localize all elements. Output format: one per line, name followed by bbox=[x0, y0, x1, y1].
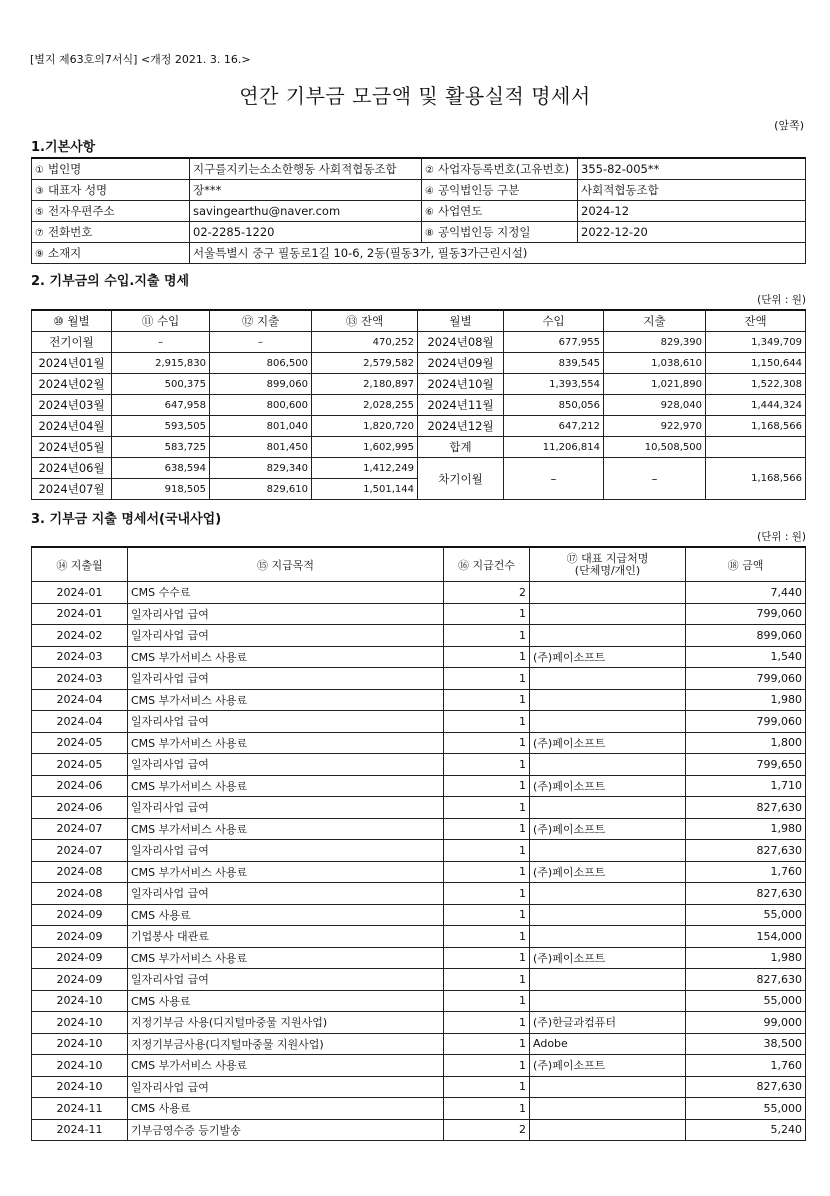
carry-label: 차기이월 bbox=[418, 458, 504, 500]
month-cell: 2024-01 bbox=[32, 603, 128, 625]
payee-cell bbox=[530, 1098, 686, 1120]
count-cell: 1 bbox=[444, 797, 530, 819]
basic-label-cell bbox=[32, 158, 190, 180]
expenditure-row bbox=[32, 646, 806, 668]
header-line: ⑰ 대표 지급처명 bbox=[566, 551, 649, 565]
balance-cell: 2,579,582 bbox=[312, 353, 418, 374]
expenditure-row bbox=[32, 969, 806, 991]
balance-cell: 1,349,709 bbox=[706, 332, 806, 353]
basic-value-cell: 355-82-005** bbox=[578, 158, 806, 180]
basic-label-cell bbox=[422, 222, 578, 243]
income-cell: 593,505 bbox=[112, 416, 210, 437]
payee-cell bbox=[530, 689, 686, 711]
column-header: 지출 bbox=[604, 310, 706, 332]
month-cell: 2024-03 bbox=[32, 646, 128, 668]
balance-cell: 1,820,720 bbox=[312, 416, 418, 437]
circled-number: ① bbox=[35, 165, 44, 176]
balance-cell: 1,522,308 bbox=[706, 374, 806, 395]
balance-cell: 470,252 bbox=[312, 332, 418, 353]
basic-value-cell: 2022-12-20 bbox=[578, 222, 806, 243]
income-cell: 638,594 bbox=[112, 458, 210, 479]
payee-cell bbox=[530, 926, 686, 948]
purpose-cell: 일자리사업 급여 bbox=[128, 711, 444, 733]
column-header: ⑯ 지급건수 bbox=[444, 547, 530, 582]
payee-cell bbox=[530, 668, 686, 690]
field-label: 법인명 bbox=[47, 162, 82, 176]
month-cell: 2024-08 bbox=[32, 861, 128, 883]
circled-number: ② bbox=[425, 165, 434, 176]
purpose-cell: 일자리사업 급여 bbox=[128, 797, 444, 819]
month-cell: 2024-10 bbox=[32, 990, 128, 1012]
amount-cell: 1,980 bbox=[686, 947, 806, 969]
month-cell: 2024-09 bbox=[32, 947, 128, 969]
amount-cell: 1,800 bbox=[686, 732, 806, 754]
count-cell: 1 bbox=[444, 775, 530, 797]
expenditure-row bbox=[32, 797, 806, 819]
payee-cell bbox=[530, 904, 686, 926]
amount-cell: 827,630 bbox=[686, 883, 806, 905]
balance-cell: 2,180,897 bbox=[312, 374, 418, 395]
month-cell: 2024년06월 bbox=[32, 458, 112, 479]
basic-value-cell: 지구를지키는소소한행동 사회적협동조합 bbox=[190, 158, 422, 180]
field-label: 사업자등록번호(고유번호) bbox=[437, 162, 570, 176]
basic-value-cell: savingearthu@naver.com bbox=[190, 201, 422, 222]
payee-cell bbox=[530, 603, 686, 625]
section3-unit: (단위 : 원) bbox=[757, 531, 806, 543]
amount-cell: 827,630 bbox=[686, 797, 806, 819]
month-cell: 2024-06 bbox=[32, 797, 128, 819]
circled-number: ⑧ bbox=[425, 228, 434, 239]
amount-cell: 55,000 bbox=[686, 1098, 806, 1120]
expenditure-row bbox=[32, 732, 806, 754]
income-expense-row bbox=[32, 395, 806, 416]
balance-cell: 1,444,324 bbox=[706, 395, 806, 416]
month-cell: 2024-10 bbox=[32, 1033, 128, 1055]
field-label: 소재지 bbox=[47, 246, 82, 260]
month-cell: 전기이월 bbox=[32, 332, 112, 353]
amount-cell: 38,500 bbox=[686, 1033, 806, 1055]
basic-info-row bbox=[32, 158, 806, 180]
income-cell: 647,958 bbox=[112, 395, 210, 416]
purpose-cell: 일자리사업 급여 bbox=[128, 840, 444, 862]
payee-cell bbox=[530, 1119, 686, 1141]
count-cell: 1 bbox=[444, 818, 530, 840]
field-label: 공익법인등 지정일 bbox=[437, 225, 531, 239]
payee-cell bbox=[530, 711, 686, 733]
month-cell: 2024년01월 bbox=[32, 353, 112, 374]
month-cell: 2024-11 bbox=[32, 1119, 128, 1141]
amount-cell: 799,060 bbox=[686, 603, 806, 625]
expense-cell: 800,600 bbox=[210, 395, 312, 416]
amount-cell: 799,650 bbox=[686, 754, 806, 776]
amount-cell: 1,980 bbox=[686, 689, 806, 711]
basic-label-cell bbox=[32, 201, 190, 222]
expenditure-row bbox=[32, 711, 806, 733]
total-balance bbox=[706, 437, 806, 458]
payee-cell: (주)페이소프트 bbox=[530, 646, 686, 668]
amount-cell: 827,630 bbox=[686, 969, 806, 991]
expenditure-row bbox=[32, 1076, 806, 1098]
carry-balance: 1,168,566 bbox=[706, 458, 806, 500]
expenditure-row bbox=[32, 1098, 806, 1120]
income-expense-table bbox=[31, 309, 806, 500]
count-cell: 1 bbox=[444, 732, 530, 754]
column-header: ⑱ 금액 bbox=[686, 547, 806, 582]
income-cell: 647,212 bbox=[504, 416, 604, 437]
basic-info-row bbox=[32, 201, 806, 222]
income-cell: 500,375 bbox=[112, 374, 210, 395]
purpose-cell: CMS 부가서비스 사용료 bbox=[128, 947, 444, 969]
payee-cell: (주)페이소프트 bbox=[530, 947, 686, 969]
column-header: ⑬ 잔액 bbox=[312, 310, 418, 332]
expenditure-row bbox=[32, 1012, 806, 1034]
expenditure-row bbox=[32, 625, 806, 647]
purpose-cell: 기부금영수증 등기발송 bbox=[128, 1119, 444, 1141]
field-label: 전화번호 bbox=[47, 225, 93, 239]
count-cell: 1 bbox=[444, 625, 530, 647]
income-cell: 1,393,554 bbox=[504, 374, 604, 395]
purpose-cell: 일자리사업 급여 bbox=[128, 668, 444, 690]
count-cell: 1 bbox=[444, 883, 530, 905]
expenditure-row bbox=[32, 1033, 806, 1055]
income-cell: – bbox=[112, 332, 210, 353]
basic-value-cell: 사회적협동조합 bbox=[578, 180, 806, 201]
purpose-cell: CMS 부가서비스 사용료 bbox=[128, 818, 444, 840]
balance-cell: 1,602,995 bbox=[312, 437, 418, 458]
count-cell: 1 bbox=[444, 861, 530, 883]
month-cell: 2024년02월 bbox=[32, 374, 112, 395]
month-cell: 2024-04 bbox=[32, 689, 128, 711]
purpose-cell: CMS 부가서비스 사용료 bbox=[128, 775, 444, 797]
payee-cell bbox=[530, 883, 686, 905]
month-cell: 2024-09 bbox=[32, 926, 128, 948]
document-title: 연간 기부금 모금액 및 활용실적 명세서 bbox=[239, 84, 591, 108]
income-expense-header-row bbox=[32, 310, 806, 332]
income-cell: 2,915,830 bbox=[112, 353, 210, 374]
field-label: 공익법인등 구분 bbox=[437, 183, 520, 197]
basic-info-row bbox=[32, 180, 806, 201]
page-side-label: (앞쪽) bbox=[774, 119, 804, 132]
income-expense-row bbox=[32, 374, 806, 395]
purpose-cell: 지정기부금사용(디지털마중물 지원사업) bbox=[128, 1033, 444, 1055]
expense-cell: 922,970 bbox=[604, 416, 706, 437]
expense-cell: 801,450 bbox=[210, 437, 312, 458]
purpose-cell: CMS 부가서비스 사용료 bbox=[128, 646, 444, 668]
payee-cell bbox=[530, 840, 686, 862]
balance-cell: 1,150,644 bbox=[706, 353, 806, 374]
expenditure-row bbox=[32, 1119, 806, 1141]
purpose-cell: 일자리사업 급여 bbox=[128, 625, 444, 647]
month-cell: 2024-01 bbox=[32, 582, 128, 604]
column-header bbox=[530, 547, 686, 582]
field-label: 대표자 성명 bbox=[47, 183, 108, 197]
count-cell: 1 bbox=[444, 1098, 530, 1120]
month-cell: 2024년11월 bbox=[418, 395, 504, 416]
balance-cell: 1,501,144 bbox=[312, 479, 418, 500]
total-income: 11,206,814 bbox=[504, 437, 604, 458]
balance-cell: 1,168,566 bbox=[706, 416, 806, 437]
expense-cell: 829,390 bbox=[604, 332, 706, 353]
month-cell: 2024년12월 bbox=[418, 416, 504, 437]
amount-cell: 154,000 bbox=[686, 926, 806, 948]
amount-cell: 827,630 bbox=[686, 1076, 806, 1098]
amount-cell: 799,060 bbox=[686, 668, 806, 690]
amount-cell: 55,000 bbox=[686, 904, 806, 926]
expenditure-header-row bbox=[32, 547, 806, 582]
expenditure-row bbox=[32, 582, 806, 604]
column-header: ⑪ 수입 bbox=[112, 310, 210, 332]
address-row bbox=[32, 243, 806, 264]
income-expense-row bbox=[32, 353, 806, 374]
column-header: 월별 bbox=[418, 310, 504, 332]
circled-number: ⑥ bbox=[425, 207, 434, 218]
basic-label-cell bbox=[422, 201, 578, 222]
basic-label-cell bbox=[32, 243, 190, 264]
purpose-cell: CMS 부가서비스 사용료 bbox=[128, 1055, 444, 1077]
expense-cell: 829,340 bbox=[210, 458, 312, 479]
payee-cell bbox=[530, 582, 686, 604]
month-cell: 2024년09월 bbox=[418, 353, 504, 374]
expense-cell: 899,060 bbox=[210, 374, 312, 395]
month-cell: 2024-04 bbox=[32, 711, 128, 733]
month-cell: 2024-09 bbox=[32, 904, 128, 926]
amount-cell: 1,710 bbox=[686, 775, 806, 797]
count-cell: 1 bbox=[444, 689, 530, 711]
count-cell: 1 bbox=[444, 603, 530, 625]
expenditure-row bbox=[32, 947, 806, 969]
expenditure-row bbox=[32, 754, 806, 776]
count-cell: 1 bbox=[444, 990, 530, 1012]
expense-cell: – bbox=[210, 332, 312, 353]
purpose-cell: 일자리사업 급여 bbox=[128, 883, 444, 905]
header-line: (단체명/개인) bbox=[574, 563, 641, 577]
amount-cell: 899,060 bbox=[686, 625, 806, 647]
month-cell: 2024-07 bbox=[32, 840, 128, 862]
balance-cell: 2,028,255 bbox=[312, 395, 418, 416]
amount-cell: 99,000 bbox=[686, 1012, 806, 1034]
month-cell: 2024년05월 bbox=[32, 437, 112, 458]
basic-info-table bbox=[31, 157, 806, 264]
month-cell: 2024-11 bbox=[32, 1098, 128, 1120]
income-expense-row bbox=[32, 332, 806, 353]
carry-expense: – bbox=[604, 458, 706, 500]
count-cell: 1 bbox=[444, 947, 530, 969]
purpose-cell: CMS 사용료 bbox=[128, 990, 444, 1012]
basic-label-cell bbox=[32, 180, 190, 201]
month-cell: 2024년03월 bbox=[32, 395, 112, 416]
amount-cell: 1,980 bbox=[686, 818, 806, 840]
income-cell: 583,725 bbox=[112, 437, 210, 458]
income-expense-row bbox=[32, 416, 806, 437]
count-cell: 1 bbox=[444, 1076, 530, 1098]
section2-heading: 2. 기부금의 수입.지출 명세 bbox=[31, 274, 190, 289]
count-cell: 1 bbox=[444, 904, 530, 926]
month-cell: 2024년04월 bbox=[32, 416, 112, 437]
purpose-cell: CMS 사용료 bbox=[128, 904, 444, 926]
circled-number: ④ bbox=[425, 186, 434, 197]
month-cell: 2024-05 bbox=[32, 754, 128, 776]
carry-income: – bbox=[504, 458, 604, 500]
month-cell: 2024년08월 bbox=[418, 332, 504, 353]
purpose-cell: CMS 사용료 bbox=[128, 1098, 444, 1120]
payee-cell: Adobe bbox=[530, 1033, 686, 1055]
column-header: 잔액 bbox=[706, 310, 806, 332]
purpose-cell: 일자리사업 급여 bbox=[128, 1076, 444, 1098]
column-header: ⑮ 지급목적 bbox=[128, 547, 444, 582]
amount-cell: 1,540 bbox=[686, 646, 806, 668]
field-label: 전자우편주소 bbox=[47, 204, 115, 218]
section1-heading: 1.기본사항 bbox=[31, 140, 96, 155]
count-cell: 2 bbox=[444, 582, 530, 604]
count-cell: 1 bbox=[444, 969, 530, 991]
expense-cell: 806,500 bbox=[210, 353, 312, 374]
column-header: 수입 bbox=[504, 310, 604, 332]
month-cell: 2024년10월 bbox=[418, 374, 504, 395]
expenditure-row bbox=[32, 1055, 806, 1077]
amount-cell: 55,000 bbox=[686, 990, 806, 1012]
income-cell: 839,545 bbox=[504, 353, 604, 374]
circled-number: ⑨ bbox=[35, 249, 44, 260]
expenditure-row bbox=[32, 926, 806, 948]
amount-cell: 5,240 bbox=[686, 1119, 806, 1141]
payee-cell bbox=[530, 625, 686, 647]
payee-cell: (주)페이소프트 bbox=[530, 1055, 686, 1077]
circled-number: ③ bbox=[35, 186, 44, 197]
purpose-cell: 일자리사업 급여 bbox=[128, 603, 444, 625]
count-cell: 2 bbox=[444, 1119, 530, 1141]
month-cell: 2024-02 bbox=[32, 625, 128, 647]
count-cell: 1 bbox=[444, 1012, 530, 1034]
payee-cell bbox=[530, 754, 686, 776]
expenditure-row bbox=[32, 904, 806, 926]
income-expense-row bbox=[32, 458, 806, 479]
payee-cell: (주)한글과컴퓨터 bbox=[530, 1012, 686, 1034]
amount-cell: 7,440 bbox=[686, 582, 806, 604]
expenditure-table bbox=[31, 546, 806, 1141]
basic-info-row bbox=[32, 222, 806, 243]
address-value-cell: 서울특별시 중구 필동로1길 10-6, 2동(필동3가, 필동3가근린시설) bbox=[190, 243, 806, 264]
count-cell: 1 bbox=[444, 926, 530, 948]
count-cell: 1 bbox=[444, 668, 530, 690]
circled-number: ⑦ bbox=[35, 228, 44, 239]
basic-value-cell: 2024-12 bbox=[578, 201, 806, 222]
circled-number: ⑤ bbox=[35, 207, 44, 218]
month-cell: 2024년07월 bbox=[32, 479, 112, 500]
amount-cell: 827,630 bbox=[686, 840, 806, 862]
month-cell: 2024-09 bbox=[32, 969, 128, 991]
payee-cell: (주)페이소프트 bbox=[530, 732, 686, 754]
count-cell: 1 bbox=[444, 646, 530, 668]
section3-heading: 3. 기부금 지출 명세서(국내사업) bbox=[31, 512, 222, 527]
purpose-cell: CMS 부가서비스 사용료 bbox=[128, 732, 444, 754]
field-label: 사업연도 bbox=[437, 204, 483, 218]
income-cell: 918,505 bbox=[112, 479, 210, 500]
amount-cell: 1,760 bbox=[686, 1055, 806, 1077]
column-header: ⑩ 월별 bbox=[32, 310, 112, 332]
expenditure-row bbox=[32, 668, 806, 690]
expense-cell: 829,610 bbox=[210, 479, 312, 500]
month-cell: 2024-03 bbox=[32, 668, 128, 690]
basic-label-cell bbox=[32, 222, 190, 243]
month-cell: 2024-05 bbox=[32, 732, 128, 754]
amount-cell: 799,060 bbox=[686, 711, 806, 733]
payee-cell: (주)페이소프트 bbox=[530, 775, 686, 797]
column-header: ⑭ 지출월 bbox=[32, 547, 128, 582]
count-cell: 1 bbox=[444, 711, 530, 733]
month-cell: 2024-06 bbox=[32, 775, 128, 797]
count-cell: 1 bbox=[444, 840, 530, 862]
purpose-cell: CMS 부가서비스 사용료 bbox=[128, 861, 444, 883]
purpose-cell: CMS 부가서비스 사용료 bbox=[128, 689, 444, 711]
basic-value-cell: 02-2285-1220 bbox=[190, 222, 422, 243]
expenditure-row bbox=[32, 883, 806, 905]
expenditure-row bbox=[32, 603, 806, 625]
payee-cell bbox=[530, 990, 686, 1012]
purpose-cell: 일자리사업 급여 bbox=[128, 969, 444, 991]
count-cell: 1 bbox=[444, 754, 530, 776]
amount-cell: 1,760 bbox=[686, 861, 806, 883]
purpose-cell: 일자리사업 급여 bbox=[128, 754, 444, 776]
purpose-cell: 지정기부금 사용(디지털마중물 지원사업) bbox=[128, 1012, 444, 1034]
payee-cell bbox=[530, 969, 686, 991]
basic-label-cell bbox=[422, 180, 578, 201]
total-label: 합계 bbox=[418, 437, 504, 458]
expenditure-row bbox=[32, 861, 806, 883]
purpose-cell: CMS 수수료 bbox=[128, 582, 444, 604]
expense-cell: 1,021,890 bbox=[604, 374, 706, 395]
month-cell: 2024-10 bbox=[32, 1076, 128, 1098]
month-cell: 2024-08 bbox=[32, 883, 128, 905]
basic-value-cell: 장*** bbox=[190, 180, 422, 201]
income-cell: 850,056 bbox=[504, 395, 604, 416]
expenditure-row bbox=[32, 689, 806, 711]
payee-cell: (주)페이소프트 bbox=[530, 861, 686, 883]
expense-cell: 1,038,610 bbox=[604, 353, 706, 374]
basic-label-cell bbox=[422, 158, 578, 180]
payee-cell bbox=[530, 797, 686, 819]
month-cell: 2024-07 bbox=[32, 818, 128, 840]
column-header: ⑫ 지출 bbox=[210, 310, 312, 332]
balance-cell: 1,412,249 bbox=[312, 458, 418, 479]
payee-cell bbox=[530, 1076, 686, 1098]
count-cell: 1 bbox=[444, 1033, 530, 1055]
expenditure-row bbox=[32, 840, 806, 862]
income-expense-row bbox=[32, 437, 806, 458]
month-cell: 2024-10 bbox=[32, 1012, 128, 1034]
expenditure-row bbox=[32, 990, 806, 1012]
form-reference: [별지 제63호의7서식] <개정 2021. 3. 16.> bbox=[30, 53, 251, 66]
expense-cell: 801,040 bbox=[210, 416, 312, 437]
payee-cell: (주)페이소프트 bbox=[530, 818, 686, 840]
count-cell: 1 bbox=[444, 1055, 530, 1077]
income-cell: 677,955 bbox=[504, 332, 604, 353]
expenditure-row bbox=[32, 818, 806, 840]
expenditure-row bbox=[32, 775, 806, 797]
total-expense: 10,508,500 bbox=[604, 437, 706, 458]
purpose-cell: 기업봉사 대관료 bbox=[128, 926, 444, 948]
section2-unit: (단위 : 원) bbox=[757, 294, 806, 306]
month-cell: 2024-10 bbox=[32, 1055, 128, 1077]
expense-cell: 928,040 bbox=[604, 395, 706, 416]
